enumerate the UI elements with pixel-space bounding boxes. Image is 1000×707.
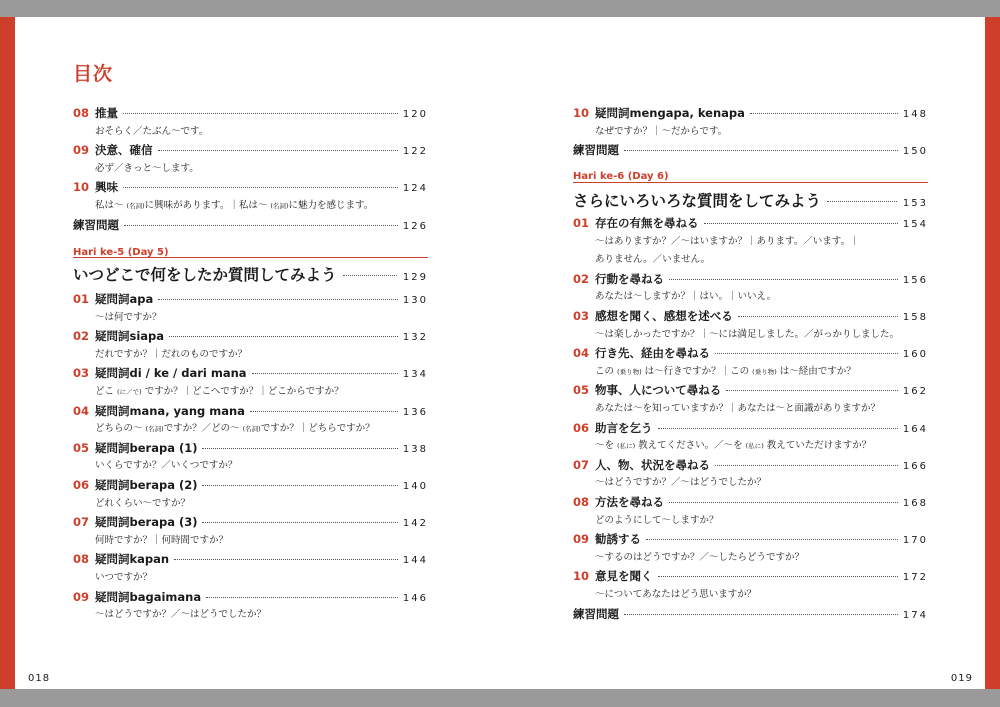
entry-page-number: 170: [902, 535, 928, 547]
leader-dots: [726, 390, 898, 391]
toc-entry[interactable]: [73, 179, 428, 195]
entry-title: 疑問詞apa: [95, 292, 154, 306]
entry-subtitle: いくらですか？／いくつですか？: [95, 460, 238, 472]
entry-title: 行動を尋ねる: [595, 271, 664, 286]
entry-page-number: 164: [902, 423, 928, 435]
toc-entry[interactable]: [573, 382, 928, 398]
page-number-left: 018: [28, 673, 51, 684]
toc-entry[interactable]: [573, 142, 928, 158]
entry-page-number: 134: [402, 369, 428, 381]
toc-entry[interactable]: [573, 105, 928, 121]
toc-entry[interactable]: [73, 105, 428, 121]
entry-title: 疑問詞bagaimana: [95, 589, 202, 604]
part-divider: [73, 257, 428, 258]
entry-number: 03: [73, 366, 90, 381]
toc-entry[interactable]: [573, 531, 928, 547]
entry-subtitle: 〜は何ですか？: [95, 311, 162, 323]
leader-dots: [669, 502, 898, 503]
entry-title: 意見を聞く: [595, 569, 653, 584]
entry-title: 疑問詞siapa: [95, 329, 165, 344]
annotation-small: (乗り物): [617, 367, 642, 376]
entry-subtitle: どれくらい〜ですか？: [95, 497, 191, 509]
leader-dots: [715, 353, 898, 354]
right-page-edge: [985, 17, 1000, 689]
entry-page-number: 130: [402, 295, 428, 306]
leader-dots: [206, 597, 398, 598]
entry-title: 興味: [95, 180, 118, 195]
entry-title: 疑問詞di / ke / dari mana: [95, 366, 247, 381]
entry-title: 疑問詞kapan: [95, 552, 170, 567]
leader-dots: [250, 411, 398, 412]
entry-page-number: 124: [402, 183, 428, 195]
left-page: [15, 17, 485, 689]
entry-title: 練習問題: [73, 217, 119, 232]
annotation-small: (名詞): [242, 425, 261, 434]
leader-dots: [624, 150, 898, 151]
entry-page-number: 160: [902, 349, 928, 361]
entry-title: 練習問題: [573, 143, 619, 158]
toc-entry[interactable]: [573, 606, 928, 622]
entry-number: 06: [73, 478, 90, 492]
annotation-small: (に／で): [117, 388, 142, 396]
entry-subtitle: 〜は楽しかったですか？｜〜には満足しました。／がっかりしました。: [595, 328, 900, 340]
entry-subtitle: 〜についてあなたはどう思いますか？: [595, 589, 757, 600]
entry-page-number: 144: [402, 555, 428, 567]
entry-title: 推量: [95, 106, 118, 120]
entry-number: 10: [573, 569, 590, 584]
entry-title: 方法を尋ねる: [595, 495, 664, 509]
entry-page-number: 126: [402, 220, 428, 232]
toc-entry[interactable]: [73, 328, 428, 344]
leader-dots: [750, 113, 898, 114]
entry-number: 05: [573, 383, 590, 398]
entry-number: 02: [73, 329, 90, 344]
entry-page-number: 168: [902, 498, 928, 509]
leader-dots: [124, 225, 398, 226]
leader-dots: [704, 223, 898, 224]
entry-title: 疑問詞berapa (2): [95, 478, 198, 492]
entry-subtitle: 〜するのはどうですか？／〜したらどうですか？: [595, 551, 805, 563]
annotation-small: (名詞): [270, 202, 289, 210]
entry-subtitle: 何時ですか？｜何時間ですか？: [95, 534, 229, 546]
entry-number: 09: [73, 589, 90, 604]
leader-dots: [658, 428, 898, 429]
part-page-number: 153: [902, 198, 928, 209]
entry-number: 05: [73, 440, 90, 455]
leader-dots: [738, 316, 898, 317]
entry-subtitle: ありません。／いません。: [595, 254, 711, 266]
entry-page-number: 120: [402, 109, 428, 120]
entry-page-number: 166: [902, 460, 928, 472]
left-page-edge: [0, 17, 15, 689]
entry-title: 練習問題: [573, 606, 619, 621]
entry-subtitle: あなたは〜しますか？｜はい。｜いいえ。: [595, 291, 777, 303]
entry-number: 09: [573, 532, 590, 547]
part-title[interactable]: [573, 189, 928, 211]
right-page: [515, 17, 985, 689]
part-title-text: さらにいろいろな質問をしてみよう: [573, 192, 822, 210]
toc-entry[interactable]: [73, 477, 428, 493]
entry-number: 08: [73, 106, 90, 120]
entry-title: 疑問詞berapa (1): [95, 440, 198, 455]
toc-entry[interactable]: [573, 457, 928, 473]
leader-dots: [169, 336, 398, 337]
toc-entry[interactable]: [573, 568, 928, 584]
entry-page-number: 150: [902, 146, 928, 158]
entry-subtitle: だれですか？｜だれのものですか？: [95, 348, 248, 360]
entry-number: 01: [73, 292, 90, 306]
entry-page-number: 132: [402, 332, 428, 344]
entry-subtitle: 必ず／きっと〜します。: [95, 162, 199, 174]
toc-entry[interactable]: [573, 215, 928, 231]
entry-title: 行き先、経由を尋ねる: [595, 346, 710, 361]
entry-page-number: 156: [902, 274, 928, 286]
entry-subtitle: あなたは〜を知っていますか？｜あなたは〜と面識がありますか？: [595, 403, 881, 414]
entry-page-number: 158: [902, 312, 928, 323]
part-label: Hari ke-5 (Day 5): [73, 247, 169, 258]
toc-entry[interactable]: [573, 345, 928, 361]
entry-page-number: 146: [402, 592, 428, 604]
toc-entry[interactable]: [573, 271, 928, 287]
entry-page-number: 122: [402, 146, 428, 158]
toc-entry[interactable]: [73, 217, 428, 233]
toc-entry[interactable]: [573, 420, 928, 436]
entry-page-number: 174: [902, 609, 928, 621]
entry-number: 10: [73, 180, 90, 195]
entry-subtitle: この (乗り物) は〜行きですか？｜この (乗り物) は〜経由ですか？: [595, 365, 856, 377]
entry-title: 感想を聞く、感想を述べる: [595, 309, 733, 323]
annotation-small: (名詞): [126, 202, 145, 210]
annotation-small: (乗り物): [752, 367, 777, 376]
entry-page-number: 142: [402, 518, 428, 530]
leader-dots: [252, 373, 398, 374]
toc-entry[interactable]: [73, 403, 428, 419]
leader-dots: [658, 576, 898, 577]
entry-title: 決意、確信: [95, 143, 153, 158]
entry-subtitle: どちらの〜 (名詞)ですか？／どの〜 (名詞)ですか？｜どちらですか？: [95, 423, 375, 435]
entry-page-number: 136: [402, 406, 428, 418]
toc-entry[interactable]: [73, 291, 428, 307]
toc-entry[interactable]: [573, 494, 928, 510]
entry-subtitle: いつですか？: [95, 572, 153, 583]
entry-number: 01: [573, 216, 590, 230]
entry-title: 存在の有無を尋ねる: [595, 216, 699, 230]
toc-entry[interactable]: [73, 589, 428, 605]
entry-number: 09: [73, 143, 90, 158]
leader-dots: [123, 113, 398, 114]
toc-entry[interactable]: [73, 514, 428, 530]
part-title[interactable]: [73, 263, 428, 285]
leader-dots: [827, 201, 897, 202]
entry-title: 人、物、状況を尋ねる: [595, 457, 710, 472]
leader-dots: [669, 279, 898, 280]
entry-title: 物事、人について尋ねる: [595, 383, 722, 398]
part-page-number: 129: [402, 272, 428, 283]
leader-dots: [646, 539, 898, 540]
entry-page-number: 172: [902, 572, 928, 584]
entry-page-number: 154: [902, 219, 928, 230]
toc-entry[interactable]: [73, 142, 428, 158]
part-label: Hari ke-6 (Day 6): [573, 171, 669, 182]
entry-title: 助言を乞う: [595, 420, 653, 435]
entry-number: 10: [573, 106, 590, 120]
leader-dots: [123, 187, 398, 188]
leader-dots: [343, 275, 397, 276]
entry-title: 勧誘する: [595, 532, 641, 547]
entry-number: 06: [573, 420, 590, 435]
entry-subtitle: どのようにして〜しますか？: [595, 514, 719, 526]
toc-entry[interactable]: [73, 440, 428, 456]
entry-number: 04: [73, 403, 90, 418]
entry-page-number: 138: [402, 443, 428, 455]
annotation-small: (私に): [617, 442, 636, 451]
entry-page-number: 162: [902, 386, 928, 398]
part-title-text: いつどこで何をしたか質問してみよう: [73, 266, 337, 284]
entry-subtitle: 〜を (私に) 教えてください。／〜を (私に) 教えていただけますか？: [595, 440, 872, 452]
leader-dots: [202, 522, 397, 523]
toc-entry[interactable]: [73, 365, 428, 381]
entry-number: 03: [573, 309, 590, 323]
part-divider: [573, 182, 928, 183]
annotation-small: (私に): [745, 442, 764, 451]
entry-number: 08: [573, 495, 590, 509]
page-number-right: 019: [950, 673, 973, 684]
entry-number: 07: [73, 515, 90, 530]
entry-title: 疑問詞berapa (3): [95, 515, 198, 530]
leader-dots: [158, 299, 398, 300]
book-spread: [0, 17, 1000, 689]
page-title: 目次: [73, 63, 114, 85]
entry-subtitle: 〜はどうですか？／〜はどうでしたか？: [595, 477, 767, 489]
entry-number: 04: [573, 346, 590, 361]
leader-dots: [202, 485, 397, 486]
entry-title: 疑問詞mana, yang mana: [95, 403, 245, 418]
entry-number: 07: [573, 457, 590, 472]
leader-dots: [624, 614, 898, 615]
annotation-small: (名詞): [145, 425, 164, 434]
leader-dots: [715, 465, 898, 466]
entry-subtitle: 〜はありますか？／〜はいますか？｜あります。／います。｜: [595, 235, 860, 247]
entry-number: 02: [573, 271, 590, 286]
entry-subtitle: おそらく／たぶん〜です。: [95, 125, 209, 137]
leader-dots: [202, 448, 397, 449]
entry-subtitle: 〜はどうですか？／〜はどうでしたか？: [95, 609, 267, 621]
leader-dots: [174, 559, 398, 560]
entry-subtitle: なぜですか？｜〜だからです。: [595, 125, 728, 137]
entry-page-number: 140: [402, 481, 428, 492]
leader-dots: [158, 150, 398, 151]
entry-subtitle: どこ (に／で) ですか？｜どこへですか？｜どこからですか？: [95, 386, 344, 397]
toc-entry[interactable]: [573, 308, 928, 324]
entry-subtitle: 私は〜 (名詞)に興味があります。｜私は〜 (名詞)に魅力を感じます。: [95, 200, 374, 211]
entry-number: 08: [73, 552, 90, 567]
entry-page-number: 148: [902, 109, 928, 120]
entry-title: 疑問詞mengapa, kenapa: [595, 106, 745, 120]
toc-entry[interactable]: [73, 551, 428, 567]
